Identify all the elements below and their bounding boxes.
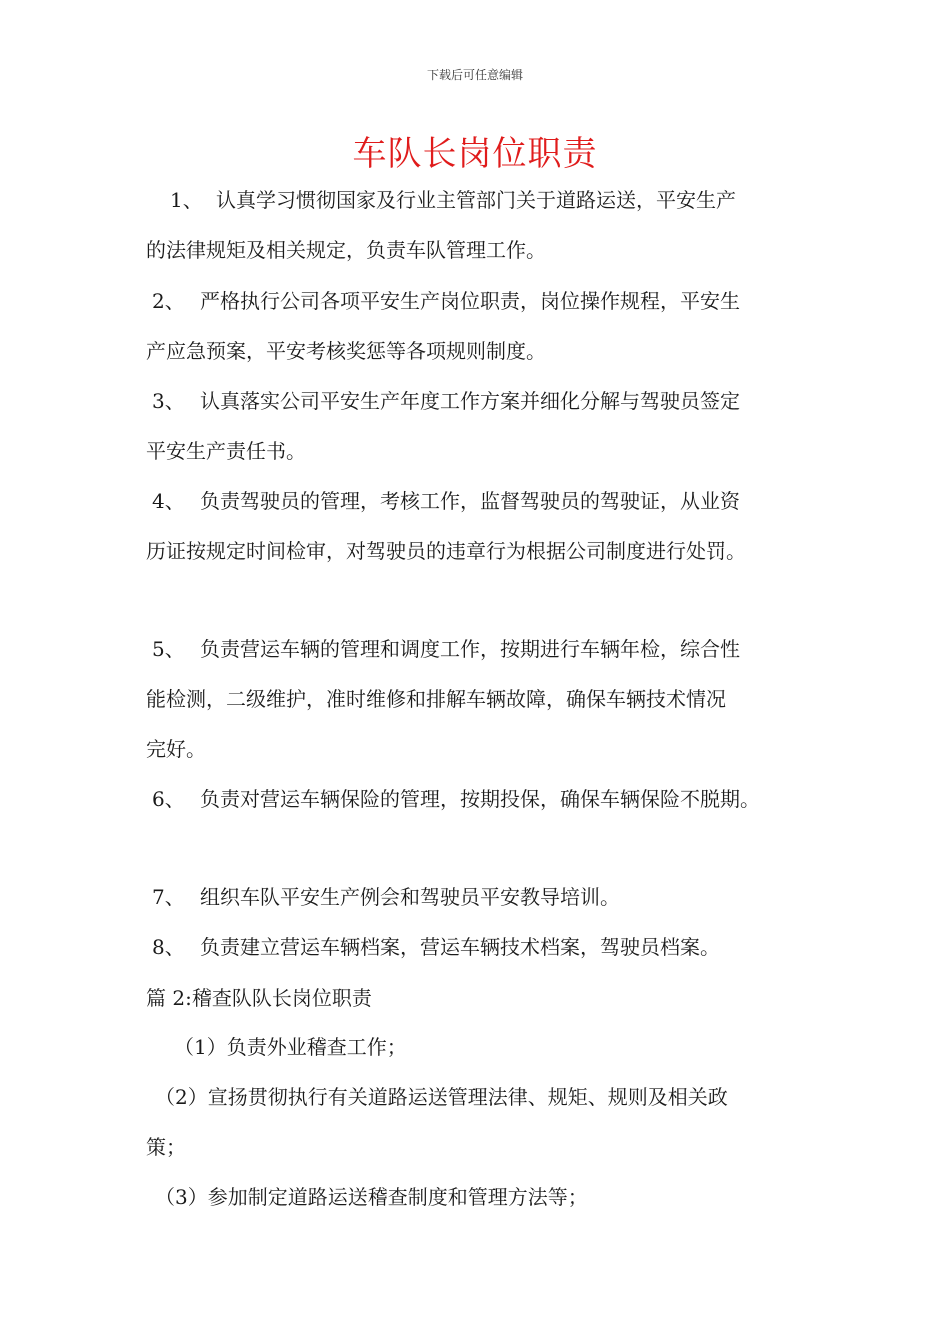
item-5-line-1: 5、 负责营运车辆的管理和调度工作，按期进行车辆年检，综合性 — [152, 637, 740, 661]
item-5-line-3: 完好。 — [146, 737, 206, 761]
item-1-line-2: 的法律规矩及相关规定，负责车队管理工作。 — [146, 238, 546, 262]
section-2-item-2-line-2: 策； — [146, 1135, 186, 1159]
section-2-item-3: （3）参加制定道路运送稽查制度和管理方法等； — [155, 1185, 588, 1209]
item-number: 3、 — [152, 389, 185, 413]
section-2-heading: 篇 2:稽查队队长岗位职责 — [146, 986, 372, 1010]
item-number: 7、 — [152, 885, 185, 909]
item-7-line-1: 7、 组织车队平安生产例会和驾驶员平安教导培训。 — [152, 885, 620, 909]
item-number: 1、 — [170, 188, 203, 212]
item-6-line-1: 6、 负责对营运车辆保险的管理，按期投保，确保车辆保险不脱期。 — [152, 787, 760, 811]
item-2-line-2: 产应急预案，平安考核奖惩等各项规则制度。 — [146, 339, 546, 363]
item-4-line-2: 历证按规定时间检审，对驾驶员的违章行为根据公司制度进行处罚。 — [146, 539, 746, 563]
item-number: 2、 — [152, 289, 185, 313]
item-5-line-2: 能检测，二级维护，准时维修和排解车辆故障，确保车辆技术情况 — [146, 687, 726, 711]
header-note: 下载后可任意编辑 — [426, 68, 523, 82]
item-number: 6、 — [152, 787, 185, 811]
item-3-line-2: 平安生产责任书。 — [146, 439, 306, 463]
section-2-item-1: （1）负责外业稽查工作； — [174, 1035, 407, 1059]
item-3-line-1: 3、 认真落实公司平安生产年度工作方案并细化分解与驾驶员签定 — [152, 389, 740, 413]
item-4-line-1: 4、 负责驾驶员的管理，考核工作，监督驾驶员的驾驶证，从业资 — [152, 489, 740, 513]
document-title: 车队长岗位职责 — [352, 134, 598, 174]
item-number: 8、 — [152, 935, 185, 959]
section-2-item-2-line-1: （2）宣扬贯彻执行有关道路运送管理法律、规矩、规则及相关政 — [155, 1085, 728, 1109]
item-1-line-1: 1、 认真学习惯彻国家及行业主管部门关于道路运送，平安生产 — [170, 188, 736, 212]
item-2-line-1: 2、 严格执行公司各项平安生产岗位职责，岗位操作规程，平安生 — [152, 289, 740, 313]
item-8-line-1: 8、 负责建立营运车辆档案，营运车辆技术档案，驾驶员档案。 — [152, 935, 720, 959]
item-number: 4、 — [152, 489, 185, 513]
item-number: 5、 — [152, 637, 185, 661]
